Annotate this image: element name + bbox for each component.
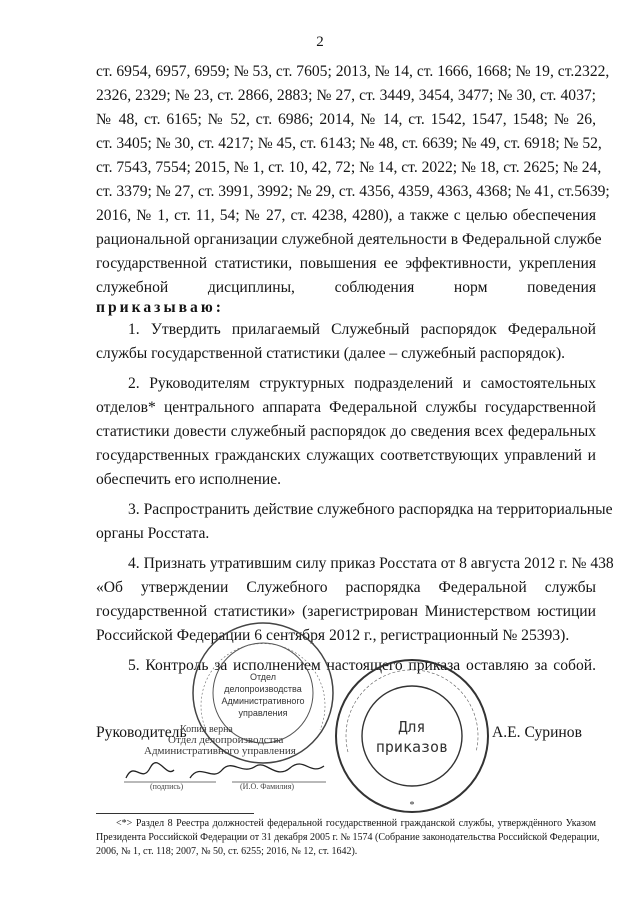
body-line: ст. 3405; № 30, ст. 4217; № 45, ст. 6143; № 48, ст. 6639; № 49, ст. 6918; № 52, bbox=[96, 135, 602, 152]
body-line: 2016, № 1, ст. 11, 54; № 27, ст. 4238, 4280), а также с целью обеспечения bbox=[96, 207, 596, 224]
footnote-line: 2006, № 1, ст. 118; 2007, № 50, ст. 6255; 2016, № 12, ст. 1642). bbox=[96, 846, 358, 857]
page-number: 2 bbox=[316, 34, 324, 50]
stamp-star: * bbox=[409, 800, 415, 811]
item-line: 4. Признать утратившим силу приказ Росстата от 8 августа 2012 г. № 438 bbox=[128, 555, 614, 572]
signature-name: А.Е. Суринов bbox=[492, 724, 582, 741]
copy-stamp-header: Копия верна bbox=[180, 724, 233, 735]
stamp-inner-text-1: Для bbox=[398, 718, 426, 736]
item-line: статистики довести служебный распорядок до сведения всех федеральных bbox=[96, 423, 596, 440]
signature-position: Руководитель bbox=[96, 724, 187, 741]
item-line: отделов* центрального аппарата Федеральной службы государственной bbox=[96, 399, 596, 416]
body-line: рациональной организации служебной деятельности в Федеральной службе bbox=[96, 231, 602, 248]
item-line: 5. Контроль за исполнением настоящего приказа оставляю за собой. bbox=[128, 657, 596, 674]
footnote-line: <*> Раздел 8 Реестра должностей федеральной государственной гражданской службы, утверждённого Указом bbox=[116, 818, 596, 829]
item-line: государственной статистики» (зарегистрирован Министерством юстиции bbox=[96, 603, 596, 620]
item-line: «Об утверждении Служебного распорядка Федеральной службы bbox=[96, 579, 596, 596]
body-line: государственной статистики, повышения ее эффективности, укрепления bbox=[96, 255, 596, 272]
body-line: служебной дисциплины, соблюдения норм поведения bbox=[96, 279, 596, 296]
item-line: 2. Руководителям структурных подразделений и самостоятельных bbox=[128, 375, 596, 392]
stamp-inner-text-2: приказов bbox=[375, 738, 449, 756]
stamp-text: делопроизводства bbox=[224, 684, 302, 694]
body-line: ст. 3379; № 27, ст. 3991, 3992; № 29, ст. 4356, 4359, 4363, 4368; № 41, ст.5639; bbox=[96, 183, 610, 200]
order-word: приказываю: bbox=[96, 299, 224, 316]
item-line: 1. Утвердить прилагаемый Служебный распорядок Федеральной bbox=[128, 321, 596, 338]
footnote-line: Президента Российской Федерации от 31 декабря 2005 г. № 1574 (Собрание законодательства Российской Федерации, bbox=[96, 832, 600, 843]
copy-stamp bbox=[128, 724, 296, 757]
stamp-text: управления bbox=[238, 708, 288, 718]
item-line: 3. Распространить действие служебного распорядка на территориальные bbox=[128, 501, 613, 518]
body-line: ст. 6954, 6957, 6959; № 53, ст. 7605; 2013, № 14, ст. 1666, 1668; № 19, ст.2322, bbox=[96, 63, 610, 80]
caption-name: (И.О. Фамилия) bbox=[240, 782, 295, 791]
caption-sign: (подпись) bbox=[150, 782, 184, 791]
item-line: службы государственной статистики (далее – служебный распорядок). bbox=[96, 345, 566, 362]
footnote-rule bbox=[96, 813, 254, 814]
item-line: государственных гражданских служащих соответствующих управлений и bbox=[96, 447, 596, 464]
body-line: ст. 7543, 7554; 2015, № 1, ст. 10, 42, 72; № 14, ст. 2022; № 18, ст. 2625; № 24, bbox=[96, 159, 602, 176]
body-line: № 48, ст. 6165; № 52, ст. 6986; 2014, № 14, ст. 1542, 1547, 1548; № 26, bbox=[96, 111, 596, 128]
body-line: 2326, 2329; № 23, ст. 2866, 2883; № 27, ст. 3449, 3454, 3477; № 30, ст. 4037; bbox=[96, 87, 596, 104]
item-line: обеспечить его исполнение. bbox=[96, 471, 282, 488]
copy-stamp-directorate: Административного управления bbox=[144, 745, 296, 757]
stamp-text: Административного bbox=[221, 696, 305, 706]
round-stamp-large bbox=[332, 656, 492, 816]
copy-stamp-department: Отдел делопроизводства bbox=[168, 734, 284, 746]
item-line: органы Росстата. bbox=[96, 525, 210, 542]
item-line: Российской Федерации 6 сентября 2012 г., регистрационный № 25393). bbox=[96, 627, 570, 644]
stamp-text: Отдел bbox=[249, 672, 277, 682]
